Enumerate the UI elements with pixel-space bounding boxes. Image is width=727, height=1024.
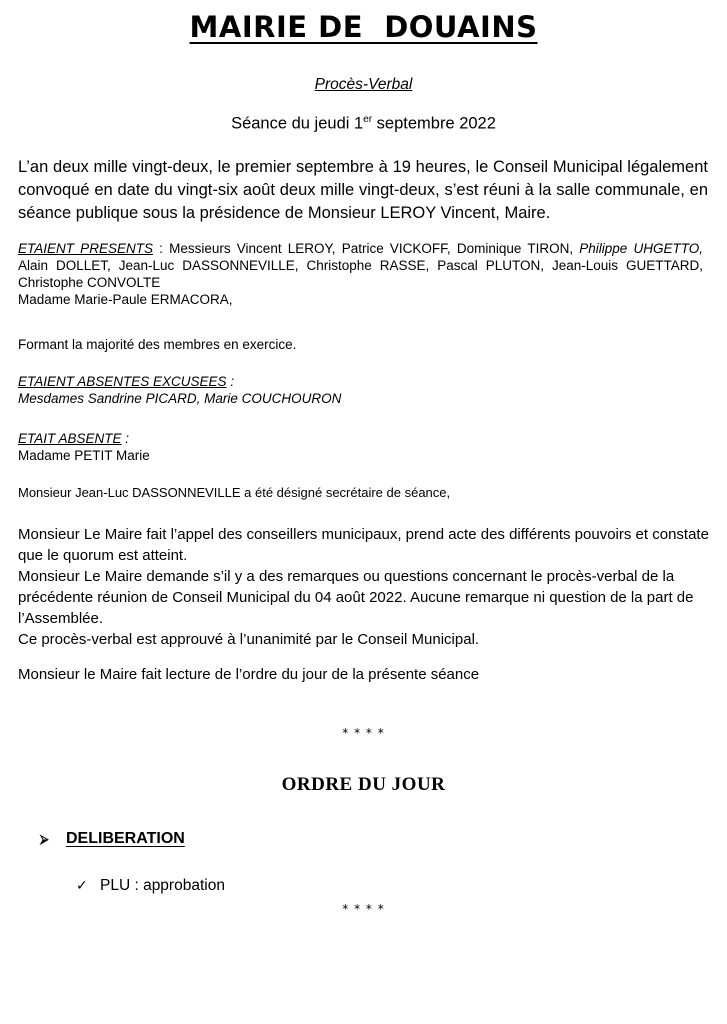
- seance-suffix: septembre 2022: [372, 114, 496, 133]
- presents-paragraph: [18, 240, 703, 308]
- majorite-text: Formant la majorité des membres en exercice.: [18, 337, 297, 352]
- absentes-excusees-section: [18, 373, 708, 407]
- seance-sup: er: [363, 114, 373, 125]
- page-title: MAIRIE DE DOUAINS: [189, 10, 538, 44]
- absentes-excusees-names: Mesdames Sandrine PICARD, Marie COUCHOURON: [18, 391, 342, 406]
- presents-label: ETAIENT PRESENTS: [18, 241, 153, 256]
- secretaire-text: Monsieur Jean-Luc DASSONNEVILLE a été désigné secrétaire de séance,: [18, 485, 451, 500]
- presents-madame: Madame Marie-Paule ERMACORA,: [18, 292, 233, 307]
- paragraph: Ce procès-verbal est approuvé à l’unanimité par le Conseil Municipal.: [18, 631, 480, 648]
- paragraph: Monsieur Le Maire fait l’appel des conseillers municipaux, prend acte des différents pouvoirs et constate que le quorum est atteint.: [18, 526, 709, 564]
- deliberation-label: DELIBERATION: [66, 830, 185, 847]
- separator-stars: * * * *: [342, 726, 385, 740]
- ordre-du-jour-title: ORDRE DU JOUR: [281, 774, 446, 795]
- presents-sep: :: [152, 241, 170, 256]
- absente-heading: [18, 430, 708, 447]
- lecture-text: Monsieur le Maire fait lecture de l’ordre du jour de la présente séance: [18, 666, 480, 683]
- absente-names: Madame PETIT Marie: [18, 448, 150, 463]
- absentes-excusees-label: ETAIENT ABSENTES EXCUSEES: [18, 374, 227, 389]
- seance-prefix: Séance du jeudi 1: [231, 114, 364, 133]
- plu-label: PLU : approbation: [100, 877, 225, 894]
- presents-names-italic: Philippe UHGETTO,: [579, 241, 703, 256]
- absente-suffix: :: [121, 431, 130, 446]
- absente-label: ETAIT ABSENTE: [18, 431, 122, 446]
- paragraph: Monsieur Le Maire demande s’il y a des remarques ou questions concernant le procès-verbal de la précédente réunion de Conseil Municipal du 04 août 2022. Aucune remarque ni question de la part de l’Assemblée.: [18, 568, 694, 627]
- separator-stars-bottom: * * * *: [342, 902, 385, 916]
- document-subtitle: Procès-Verbal: [314, 76, 413, 93]
- list-item: [76, 877, 225, 895]
- absentes-excusees-suffix: :: [226, 374, 235, 389]
- seance-date: [0, 114, 727, 134]
- presents-names-before: Messieurs Vincent LEROY, Patrice VICKOFF, Dominique TIRON,: [169, 241, 580, 256]
- absentes-excusees-heading: [18, 373, 708, 390]
- deliberation-heading: [40, 830, 185, 848]
- appel-paragraphs: [18, 524, 718, 650]
- intro-paragraph: L’an deux mille vingt-deux, le premier septembre à 19 heures, le Conseil Municipal légalement convoqué en date du vingt-six août deux mille vingt-deux, s’est réuni à la salle communale, en séance publique sous la présidence de Monsieur LEROY Vincent, Maire.: [18, 158, 708, 222]
- presents-names-after: Alain DOLLET, Jean-Luc DASSONNEVILLE, Christophe RASSE, Pascal PLUTON, Jean-Louis GUETTARD, Christophe CONVOLTE: [18, 258, 703, 290]
- check-icon: ✓: [76, 877, 88, 893]
- arrow-bullet-icon: ⮚: [40, 832, 49, 846]
- absente-section: [18, 430, 708, 464]
